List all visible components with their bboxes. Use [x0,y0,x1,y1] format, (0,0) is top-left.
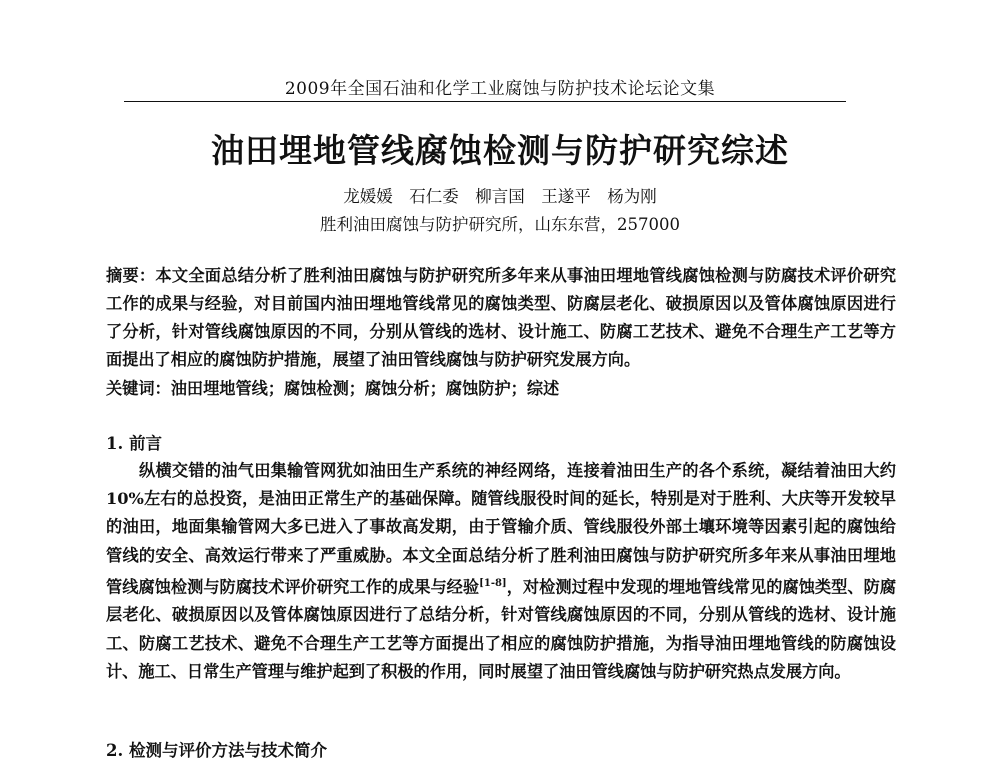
abstract-label: 摘要： [106,266,156,285]
keywords-label: 关键词： [106,379,171,398]
author-affiliation: 胜利油田腐蚀与防护研究所，山东东营，257000 [320,215,680,234]
header-rule [124,101,846,102]
paragraph-text-part-2: ，对检测过程中发现的埋地管线常见的腐蚀类型、防腐层老化、破损原因以及管体腐蚀原因进行了总结分析，针对管线腐蚀原因的不同，分别从管线的选材、设计施工、防腐工艺技术、避免不合理生产工艺等方面提出了相应的腐蚀防护措施，为指导油田埋地管线的防腐蚀设计、施工、日常生产管理与维护起到了积极的作用，同时展望了油田管线腐蚀与防护研究热点发展方向。 [106,577,897,681]
paper-title: 油田埋地管线腐蚀检测与防护研究综述 [211,131,789,170]
section-1-heading: 1. 前言 [106,434,162,453]
keywords-text: 油田埋地管线；腐蚀检测；腐蚀分析；腐蚀防护；综述 [170,379,560,398]
abstract [106,262,896,374]
section-1-paragraph [106,457,896,686]
proceedings-header: 2009年全国石油和化学工业腐蚀与防护技术论坛论文集 [284,79,716,99]
citation-reference: [1-8] [479,577,507,589]
abstract-text: 本文全面总结分析了胜利油田腐蚀与防护研究所多年来从事油田埋地管线腐蚀检测与防腐技术评价研究工作的成果与经验，对目前国内油田埋地管线常见的腐蚀类型、防腐层老化、破损原因以及管体腐蚀原因进行了分析，针对管线腐蚀原因的不同，分别从管线的选材、设计施工、防腐工艺技术、避免不合理生产工艺等方面提出了相应的腐蚀防护措施，展望了油田管线腐蚀与防护研究发展方向。 [106,266,897,369]
section-2-heading: 2. 检测与评价方法与技术简介 [106,741,327,760]
keywords [106,375,896,403]
author-list: 龙媛媛 石仁委 柳言国 王遂平 杨为刚 [343,187,657,206]
paragraph-text-part-1: 纵横交错的油气田集输管网犹如油田生产系统的神经网络，连接着油田生产的各个系统，凝结着油田大约10%左右的总投资，是油田正常生产的基础保障。随管线服役时间的延长，特别是对于胜利、大庆等开发较早的油田，地面集输管网大多已进入了事故高发期，由于管输介质、管线服役外部土壤环境等因素引起的腐蚀给管线的安全、高效运行带来了严重威胁。本文全面总结分析了胜利油田腐蚀与防护研究所多年来从事油田埋地管线腐蚀检测与防腐技术评价研究工作的成果与经验 [106,461,896,597]
